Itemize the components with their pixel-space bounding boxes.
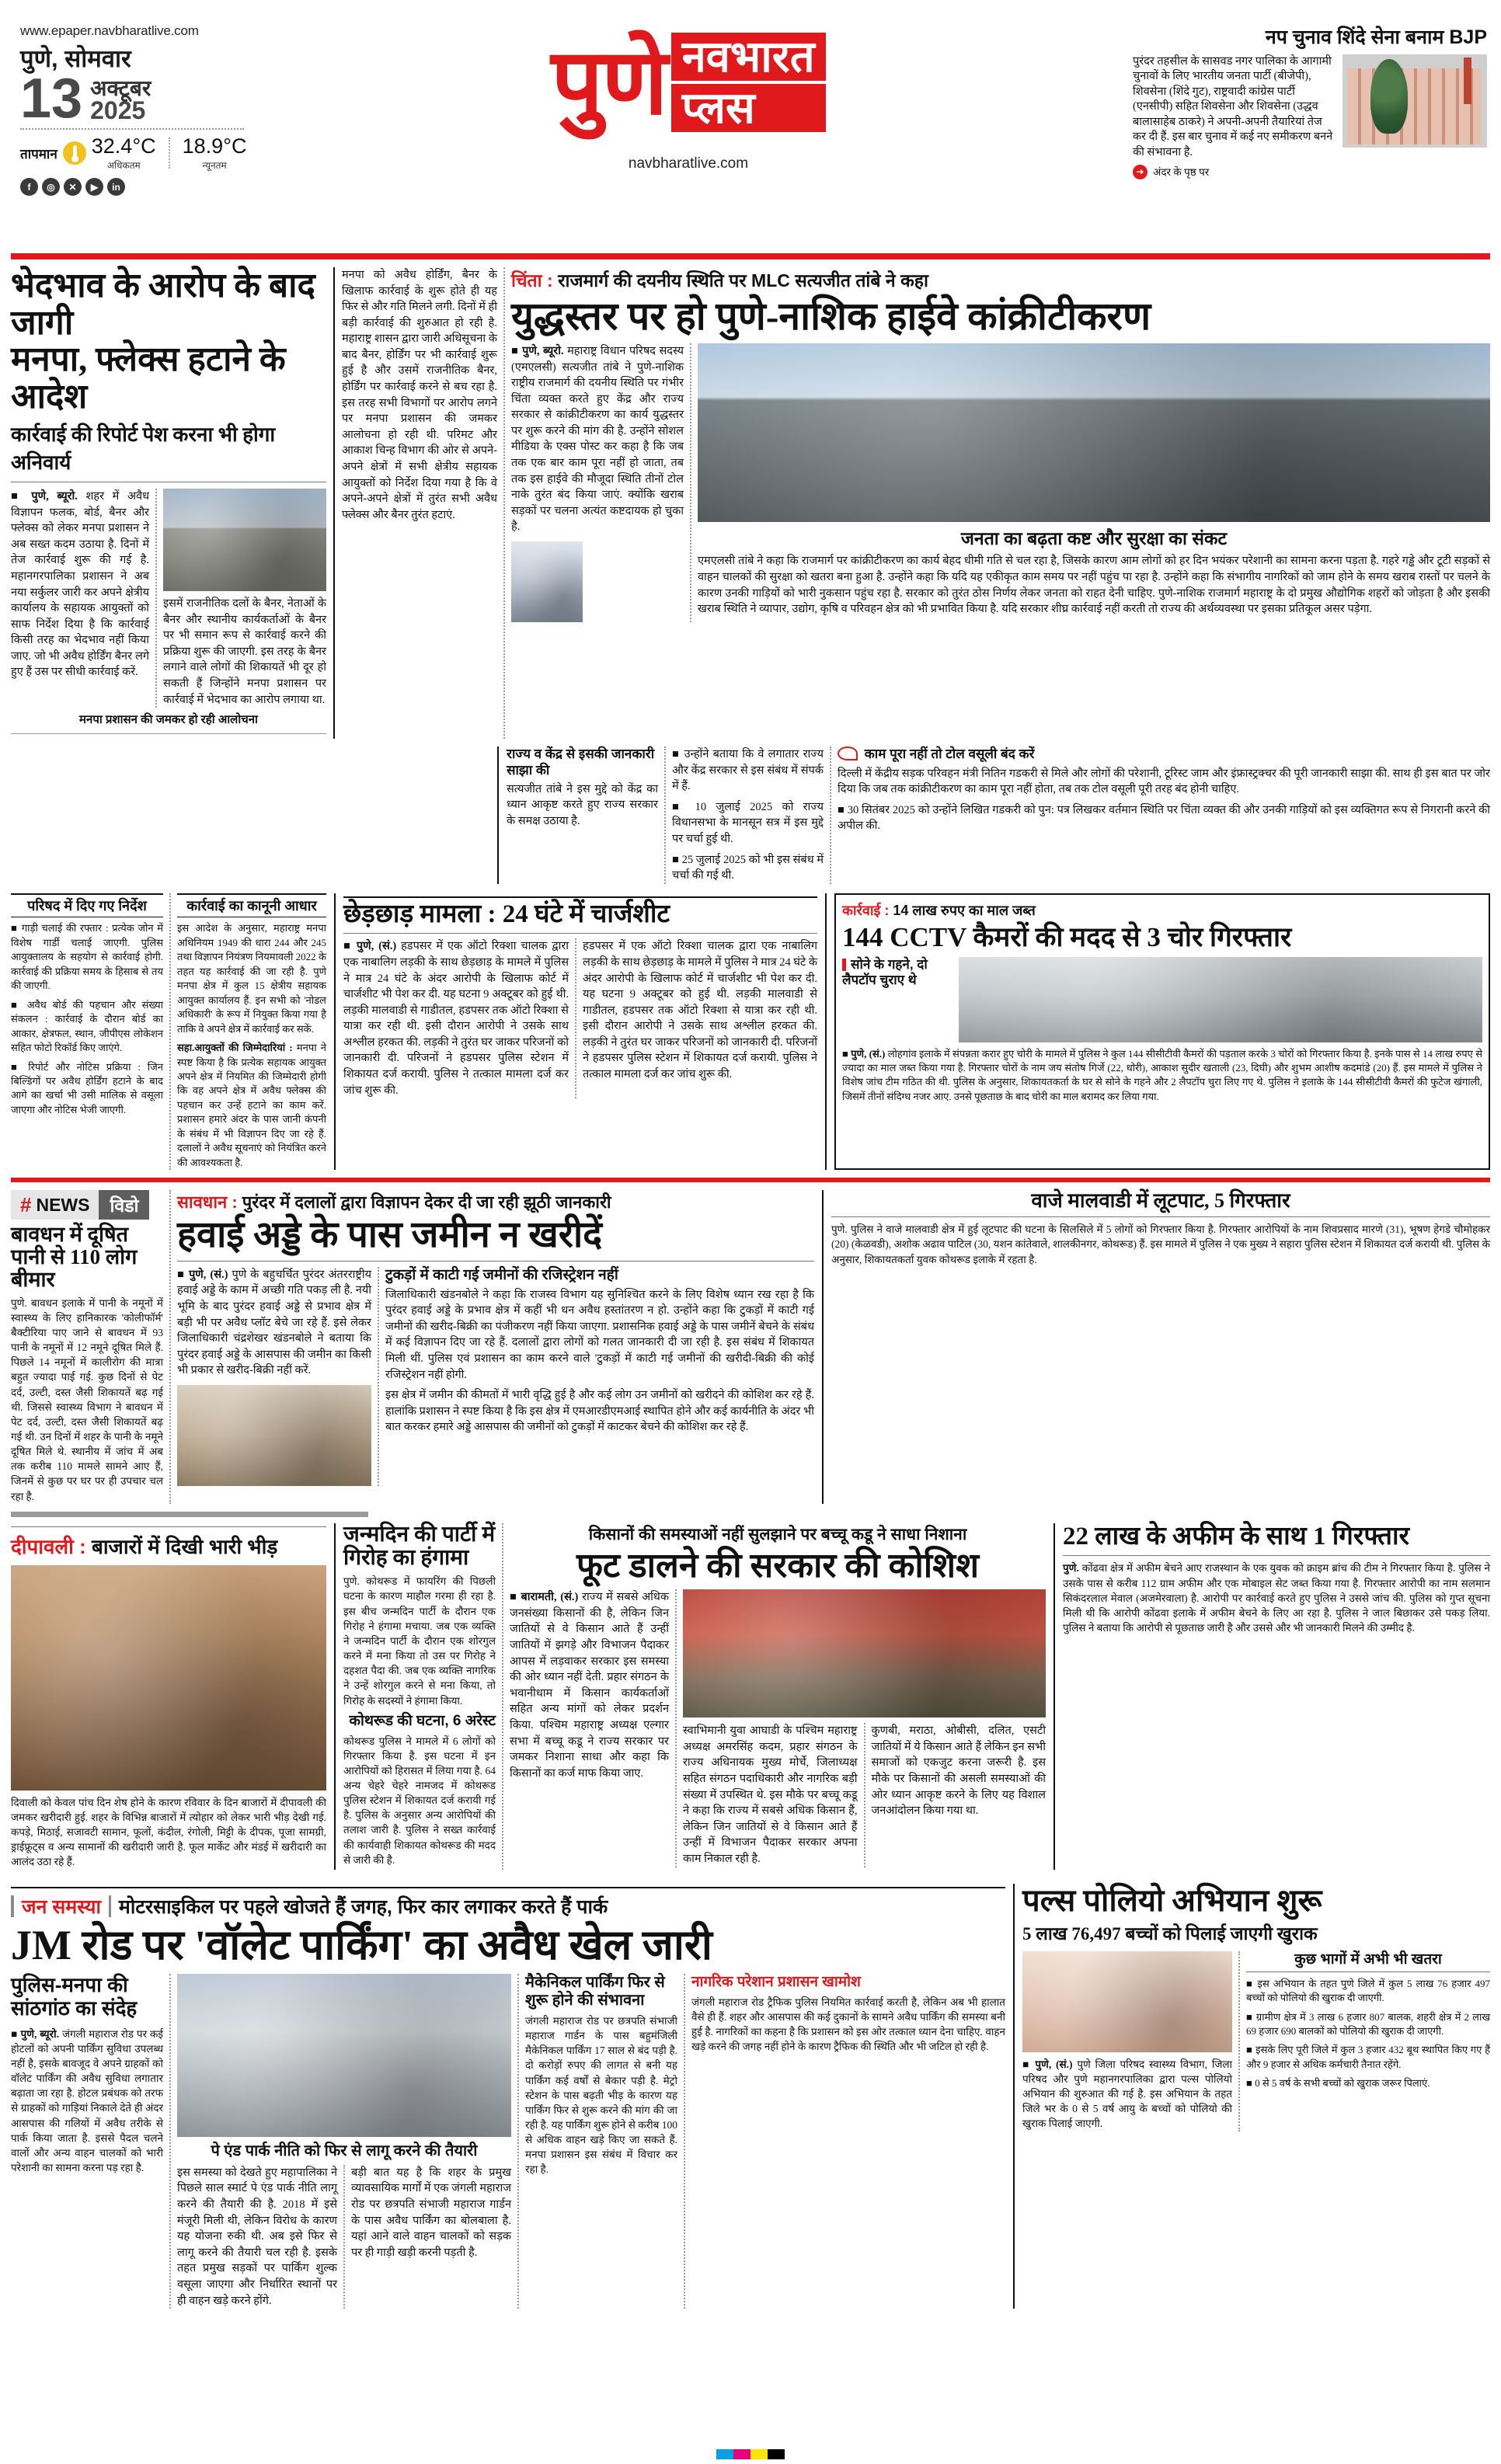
airport-kicker: सावधान : पुरंदर में दलालों द्वारा विज्ञापन देकर दी जा रही झूठी जानकारी [177,1192,611,1213]
news-video-tag[interactable] [11,1190,163,1220]
cctv-headline: 144 CCTV कैमरों की मदद से 3 चोर गिरफ्तार [842,921,1292,952]
kicker-red-label: चिंता : [511,270,553,291]
jmroad-kicker-red: जन समस्या [22,1895,101,1918]
afeem-body: पुणे. कोंढवा क्षेत्र में अफीम बेचने आए राजस्थान के एक युवक को क्राइम ब्रांच की टीम ने गिरफ्तार किया है. पुलिस ने उसके पास से करीब 112 ग्राम अफीम और एक मोबाइल सेट जब्त किया गया है. गिरफ्तार आरोपी का नाम सलमान सिकंदरलाल मेवाल (अजमेरवाला) है. आरोपी पर कार्रवाई करते हुए पुलिस ने उससे जांच की. पुलिस को गुप्त सूचना मिली थी कि आरोपी कोंढवा इलाके में अफीम बेचने के लिए आ रहा है. पुलिस ने जाल बिछाकर उसे पकड़ लिया. पुलिस ने बताया कि आरोपी से पूछताछ जारी है और उससे और भी जानकारी मिलने की उम्मीद है. [1063,1562,1491,1634]
polio-sub: 5 लाख 76,497 बच्चों को पिलाई जाएगी खुराक [1022,1923,1318,1944]
hash-icon: # [20,1192,32,1216]
kisan-kicker: किसानों की समस्याओं नहीं सुलझाने पर बच्चू कडू ने साधा निशाना [588,1525,967,1543]
birthday-body: पुणे. कोथरूड में फायरिंग की पिछली घटना के कारण माहौल गरमा ही रहा है. इस बीच जन्मदिन पार्टी के दौरान एक गिरोह ने हंगामा मचाया. जब एक व्यक्ति ने जन्मदिन पार्टी के दौरान एक शोरगुल करने में मना किया तो उस पर गिरोह ने दहशत पैदा की. जब एक व्यक्ति नागरिक ने उन्हें शोरगुल करने से मना किया, तो गिरोह के सदस्यों ने हंगामा किया. [343,1575,496,1707]
kisan-dateline: ■ बारामती, (सं.) [510,1591,579,1604]
lead-center-story [511,267,1490,739]
second-section [11,1190,1490,1504]
cctv-body: ■ पुणे, (सं.) लोहगांव इलाके में संपन्नता करार हुए चोरी के मामले में पुलिस ने कुल 144 सीसीटीवी कैमरों की पड़ताल करके 3 चोरों को गिरफ्तार किया है. इनके पास से 14 लाख रुपए से ज्यादा का माल जब्त किया गया है. गिरफ्तार चोरों के नाम जय संतोष गिर्जे (22, धोरी), आकाश सुदीर खताली (23, दिघी) और शुभम आशीष कदमांडे (20) हैं. इस मामले में पुलिस ने विशेष जांच टीम गठित की थी. पुलिस के अनुसार, शिकायतकर्ता के घर से सोने के गहने और 2 लैपटॉप चुरा लिए गए थे. पुलिस ने इलाके के 144 सीसीटीवी कैमरों की फुटेज खंगाली, जिसमें तीनों संदिग्ध नजर आए. उनसे पूछताछ के बाद चोरी का माल बरामद कर लिया गया. [842,1047,1482,1102]
toll-body: दिल्ली में केंद्रीय सड़क परिवहन मंत्री नितिन गडकरी से मिले और लोगों की परेशानी, टूरिस्ट जाम और इंफ्रास्ट्रक्चर की पूरी जानकारी साझा की. साथ ही इस बात पर जोर दिया कि जब तक कांक्रीटीकरण का काम पूरा नहीं होता, तब तक टोल वसूली पूरी तरह बंद होनी चाहिए. [838,767,1490,796]
cmyk-magenta [733,2449,750,2459]
news-tag: # NEWS [11,1190,99,1220]
kisan-body-2: स्वाभिमानी युवा आघाडी के पश्चिम महाराष्ट्र अध्यक्ष अमरसिंह कदम, प्रहार संगठन के राज्य अधिनायक मुख्य मोर्चे, जिलाध्यक्ष सहित संगठन पदाधिकारी और नागरिक बड़ी संख्या में उपस्थित थे. इस मौके पर बच्चू कडू ने कहा कि राज्य में सबसे अधिक किसान हैं, लेकिन जिन जातियों से वे किसान आते हैं उन्हीं में विभाजन पैदाकर सरकार अपना काम निकाल रही है. [683,1724,858,1865]
kisan-headline: फूट डालने की सरकार की कोशिश [576,1546,979,1585]
lead-center-body: ■ पुणे, ब्यूरो. महाराष्ट्र विधान परिषद सदस्य (एमएलसी) सत्यजीत तांबे ने पुणे-नाशिक राष्ट्रीय राजमार्ग की दयनीय स्थिति पर गंभीर चिंता व्यक्त करते हुए केंद्र और राज्य सरकार से कांक्रीटीकरण का कार्य युद्धस्तर पर शुरू करने की मांग की है. उन्होंने सोशल मीडिया के एक्स पोस्ट कर कहा है कि जब तक एक बार काम पूरा नहीं हो जाता, तब तक इस हाईवे की मौजूदा स्थिति तीनों टोल नाके तुरंत बंद किया जाएं. क्योंकि खराब सड़कों पर चलना अत्यंत कष्टदायक हो चुका है. [511,345,684,534]
mechanical-story [525,1974,677,2309]
lead-left-body-2: इसमें राजनीतिक दलों के बैनर, नेताओं के बैनर और स्थानीय कार्यकर्ताओं के बैनर पर भी समान रूप से कार्रवाई करने की प्रक्रिया शुरू की जाएगी. इस तरह के बैनर लगाने वाले लोगों की शिकायतें भी दूर हो सकती हैं जिन्होंने मनपा प्रशासन पर कार्रवाई में भेदभाव का आरोप लगाया था. [163,597,326,706]
top-section [11,267,1490,739]
afeem-headline: 22 लाख के अफीम के साथ 1 गिरफ्तार [1063,1522,1409,1550]
bottom-section [11,1884,1490,2309]
lead-left-body-1: ■ पुणे, ब्यूरो. शहर में अवैध विज्ञापन फलक, बोर्ड, बैनर और फ्लेक्स को लेकर मनपा प्रशासन ने अब सख्त कदम उठाया है. दिनों में तेज कार्रवाई शुरू की गई है. महानगरपालिका प्रशासन ने अब नया सर्कुलर जारी कर अपने क्षेत्रीय कार्यालय के सहायक आयुक्तों को साफ निर्देश दिया है कि कार्रवाई किसी तरह का भेदभाव नहीं किया जाए. जो भी अवैध होर्डिंग बैनर लगे हुए हैं उस पर सीधी कार्रवाई करें. [11,490,150,679]
masthead-logo [244,23,1133,172]
cmyk-registration-marks [716,2449,785,2459]
temp-min-label: न्यूनतम [202,160,227,172]
kicker-bar-icon [11,1895,14,1917]
arrow-right-icon: ➜ [1133,165,1148,179]
promo-text: पुरंदर तहसील के सासवड नगर पालिका के आगामी चुनावों के लिए भारतीय जनता पार्टी (बीजेपी), शिवसेना (शिंदे गुट), राष्ट्रवादी कांग्रेस पार्टी (एनसीपी) सहित शिवसेना और शिवसेना (उद्धव बालासाहेब ठाकरे) ने अपनी-अपनी तैयारियां तेज कर दी हैं. इस बार चुनाव में कई नए समीकरण बनने की संभावना है. [1133,55,1333,158]
polio-dateline: ■ पुणे, (सं.) [1022,2058,1073,2070]
promo-photo [1343,54,1487,148]
waje-story [831,1190,1490,1504]
chhedchhad-headline: छेड़छाड़ मामला : 24 घंटे में चार्जशीट [343,900,670,928]
date-year: 2025 [90,96,146,125]
promo-footer[interactable] [1133,165,1487,179]
jmroad-body: ■ पुणे, ब्यूरो. जंगली महाराज रोड पर कई होटलों को अपनी पार्किंग सुविधा उपलब्ध नहीं है, इसके बावजूद वे अपने ग्राहकों को वॉलेट पार्किंग की अवैध सुविधा लगातार बढ़ाता जा रहा है. होटल प्रबंधक को तरफ से ग्राहकों को गाड़ियां निकाले देते ही अंदर आसपास की गलियों में अवैध तरीके से पार्क किया जाता है. इससे पैदल चलने वालों और अन्य वाहन चालकों को भारी परेशानी का सामना करना पड़ रहा है. [11,2027,164,2174]
temp-min-value: 18.9°C [182,134,247,158]
lead-center-headline: युद्धस्तर पर हो पुणे-नाशिक हाईवे कांक्रीटीकरण [511,294,1151,338]
airport-body: ■ पुणे, (सं.) पुणे के बहुचर्चित पुरंदर अंतरराष्ट्रीय हवाई अड्डे के काम में अच्छी गति पकड़ ली है. नयी भूमि के बाद पुरंदर हवाई अड्डे से प्रभाव क्षेत्र में बड़ी भी पर अवैध प्लॉट बेचे जा रहे हैं. इसे लेकर जिलाधिकारी चंद्रशेखर खंडनबोले ने बताया कि पुरंदर हवाई अड्डे के आसपास की जमीन का किसी भी प्रकार से खरीद-बिक्री नहीं करें. [177,1268,372,1377]
thermometer-icon [63,141,86,165]
box-nirdesh [11,893,163,1170]
birthday-body-2: कोथरूड पुलिस ने मामले में 6 लोगों को गिरफ्तार किया है. इस घटना में इन आरोपियों को हिरासत में लिया गया है. 64 अन्य चेहरे चेहरे नामजद में कोथरूड पुलिस स्टेशन में शिकायत दर्ज करायी गई है. पुलिस के अनुसार अन्य आरोपियों की तलाश जारी है. पुलिस ने सख्त कार्रवाई की कार्यवाही शिकायत कोथरूड की मदद से जारी की है. [343,1735,496,1866]
jmroad-kicker [11,1893,1005,1919]
jmroad-sub: पुलिस-मनपा की सांठगांठ का संदेह [11,1972,138,2020]
jmroad-sub-title: पे एंड पार्क नीति को फिर से लागू करने की तैयारी [211,2142,478,2159]
box-nirdesh-item-3: ■ रिपोर्ट और नोटिस प्रक्रिया : जिन बिल्डिंगों पर अवैध होर्डिंग हटाने के बाद आगे का खर्चा भी उसी मालिक से वसूला जाएगा और नोटिस भेजी जाएगी. [11,1060,163,1115]
kisan-photo [683,1589,1046,1717]
collector-photo [177,1385,371,1486]
jmroad-body-3: इस समस्या को देखते हुए महापालिका ने पिछले साल स्मार्ट पे एंड पार्क नीति लागू करने की तैयारी की है. 2018 में इसे मंजूरी मिली थी, लेकिन विरोध के कारण यह योजना रुकी थी. अब इसे फिर से लागू करने की तैयारी चल रही है. इसके तहत प्रमुख सड़कों पर पार्किंग शुल्क वसूला जाएगा और निर्धारित स्थानों पर ही वाहन खड़े करने होंगे. [177,2166,337,2307]
mlc-portrait-photo [511,541,583,622]
speech-bubble-icon [838,747,858,760]
bavdhan-headline: बावधन में दूषित पानी से 110 लोग बीमार [11,1223,138,1292]
deepawali-caption: दिवाली को केवल पांच दिन शेष होने के कारण रविवार के दिन बाजारों में दीपावली की जमकर खरीदारी हुई. शहर के विभिन्न बाजारों में त्योहार को लेकर भारी भीड़ देखी गई. कपड़े, मिठाई, सजावटी सामान, फूलों, कंदील, रंगोली, मिट्टी के दीपक, पूजा सामग्री, ड्राईफ्रूट्स व अन्य सामानों की खरीदारी जारी है. फूल मार्केट और मंडई में खरीदारी का आलंद उठा रहे हैं. [11,1796,326,1868]
afeem-dateline: पुणे. [1063,1562,1079,1575]
temp-divider [169,137,170,169]
kisan-body-3: कुणबी, मराठा, ओबीसी, दलित, एसटी जातियों में ये किसान आते हैं लेकिन इन सभी समाजों को एकजुट करना जरूरी है. इस मौके पर किसानों की असली समस्याओं की ओर ध्यान आकृष्ट करने के लिए यह विशाल जनआंदोलन किया गया था. [871,1724,1046,1818]
birthday-headline: जन्मदिन की पार्टी में गिरोह का हंगामा [343,1522,496,1571]
cmyk-cyan [716,2449,733,2459]
website-url[interactable]: navbharatlive.com [628,155,749,172]
kisan-story [510,1523,1046,1870]
date-month: अक्टूबर [90,75,151,100]
bullet-2: ■ 10 जुलाई 2025 को राज्य विधानसभा के मानसून सत्र में इस मुद्दे पर चर्चा हुई थी. [672,800,824,845]
masthead-left [11,23,247,196]
cctv-kicker: कार्रवाई : 14 लाख रुपए का माल जब्त [842,902,1036,918]
gray-band-divider [11,1512,368,1517]
chhedchhad-story [343,893,817,1170]
date-day: 13 [20,68,83,130]
cmyk-black [768,2449,785,2459]
birthday-mid-title: कोथरूड की घटना, 6 अरेस्ट [349,1712,496,1729]
waje-headline: वाजे मालवाडी में लूटपाट, 5 गिरफ्तार [1031,1189,1290,1213]
third-section [11,1523,1490,1870]
cctv-sub: सोने के गहने, दो लैपटॉप चुराए थे [842,956,928,987]
social-links[interactable] [20,178,244,196]
deepawali-kicker: दीपावली : बाजारों में दिखी भारी भीड़ [11,1534,278,1558]
top-red-rule [11,253,1490,259]
polio-box-item-1: ■ इस अभियान के तहत पुणे जिले में कुल 5 लाख 76 हजार 497 बच्चों को पोलियो की खुराक दी जाएगी. [1246,1977,1490,2004]
mid-red-rule [11,1178,1490,1182]
nagarik-title: नागरिक परेशान प्रशासन खामोश [691,1973,861,1990]
lead-center-dateline: ■ पुणे, ब्यूरो. [511,345,564,357]
temperature-label: तापमान [20,146,57,162]
polio-box-title: कुछ भागों में अभी भी खतरा [1246,1951,1490,1972]
polio-box-item-2: ■ ग्रामीण क्षेत्र में 3 लाख 6 हजार 807 बालक, शहरी क्षेत्र में 2 लाख 69 हजार 690 बालकों को पोलियो की खुराक दी जाएगी. [1246,2010,1490,2037]
lead-center-right-body: एमएलसी तांबे ने कहा कि राजमार्ग पर कांक्रीटीकरण का कार्य बेहद धीमी गति से चल रहा है, जिसके कारण आम लोगों को हर दिन भयंकर परेशानी का सामना करना पड़ता है. गहरे गड्ढे और टूटी सड़कों से वाहन चालकों की सुरक्षा को खतरा बना हुआ है. उन्होंने कहा कि यदि यह एकीकृत काम समय पर नहीं पहुंच पा रहा है. उन्होंने कहा कि संभागीय नागरिकों को जाम होने के समय खराब रास्तों पर चलने के कारण उनकी गाड़ियों को भारी नुकसान पहुंच रहा है. सरकार को तुरंत ठोस निर्णय लेकर जनता को राहत देनी चाहिए. पुणे-नाशिक राजमार्ग महाराष्ट्र के दो प्रमुख औद्योगिक शहरों को जोड़ता है और इसकी खराब स्थिति ने व्यापार, उद्योग, कृषि व परिवहन क्षेत्र को भी प्रभावित किया है. यदि सरकार शीघ्र कार्रवाई नहीं करती तो राज्य की अर्थव्यवस्था पर इसका प्रतिकूल असर पड़ेगा. [698,555,1490,616]
toll-bullet: ■ 30 सितंबर 2025 को उन्होंने लिखित गडकरी को पुन: पत्र लिखकर वर्तमान स्थिति पर चिंता व्यक्त की और उनकी गाड़ियों को इस व्यक्तिगत रूप से निगरानी करने की अपील की. [838,803,1490,833]
airport-dateline: ■ पुणे, (सं.) [177,1268,228,1281]
red-bullet-icon [842,959,846,971]
cctv-photo [959,957,1482,1042]
kisan-body: ■ बारामती, (सं.) राज्य में सबसे अधिक जनसंख्या किसानों की है, लेकिन जिन जातियों से वे किसान आते हैं उन्हीं जातियों में झगड़े और विभाजन पैदाकर आपस में लड़वाकर सरकार इस समस्या की ओर ध्यान नहीं देती. प्रहार संगठन के भवानीधाम में किसान कार्यकर्ताओं सहित अन्य मांगों को लेकर प्रदर्शन किया. पश्चिम महाराष्ट्र अध्यक्ष एल्गार सभा में बच्चू कडू ने राज्य सरकार पर जमकर निशाना साधा और कहा कि किसानों का कर्ज माफ किया जाए. [510,1591,669,1780]
chhedchhad-body: ■ पुणे, (सं.) हडपसर में एक ऑटो रिक्शा चालक द्वारा एक नाबालिग लड़की के साथ छेड़छाड़ के मामले में पुलिस ने मात्र 24 घंटे के अंदर आरोपी के खिलाफ कोर्ट में चार्जशीट भी पेश कर दी. यह घटना 9 अक्टूबर को हुई थी. लड़की मालवाडी से गाडीतल, हडपसर तक ऑटो रिक्शा से यात्रा कर रही थी. इसी दौरान आरोपी ने उसके साथ अश्लील हरकत की. लड़की ने तुरंत घर जाकर परिजनों को जानकारी दी. परिजनों ने हडपसर पुलिस स्टेशन में शिकायत दर्ज करायी. पुलिस ने तत्काल मामला दर्ज कर जांच शुरू की. [343,940,569,1097]
box-nirdesh-title: परिषद में दिए गए निर्देश [11,893,163,918]
promo-footer-label: अंदर के पृष्ठ पर [1153,166,1210,179]
polio-photo [1022,1951,1232,2052]
polio-box-item-4: ■ 0 से 5 वर्ष के सभी बच्चों को खुराक जरूर पिलाएं. [1246,2077,1430,2090]
instagram-icon[interactable]: ◎ [42,178,60,196]
box-kanooni [177,893,326,1170]
toll-title: काम पूरा नहीं तो टोल वसूली बंद करें [838,747,1490,762]
airport-sub-body: जिलाधिकारी खंडनबोले ने कहा कि राजस्व विभाग यह सुनिश्चित करने के लिए विशेष ध्यान रख रहा है कि पुरंदर हवाई अड्डे के प्रभाव क्षेत्र में कहीं भी धन अवैध हस्तांतरण न हो. उन्होंने कहा कि टुकड़ों में काटी गई जमीनों की खरीद-बिक्री का पंजीकरण नहीं किया जाएगा. प्रशासनिक हवाई अड्डे के पास जमीनें बेचने के संबंध में कई विज्ञापन दिए जा रहे हैं. दलालों द्वारा लोगों को गलत जानकारी दी जा रही है. इस संबंध में शिकायत मिली थीं. पुलिस एवं प्रशासन का काम करने वाले 'टुकड़ों में काटी गई जमीनों की खरीदी-बिक्री की कोई रजिस्ट्रेशन नहीं होगी. [385,1288,814,1381]
masthead [11,0,1490,249]
chhedchhad-body-cont: हडपसर में एक ऑटो रिक्शा चालक द्वारा एक नाबालिग लड़की के साथ छेड़छाड़ के मामले में पुलिस ने मात्र 24 घंटे के अंदर आरोपी के खिलाफ कोर्ट में चार्जशीट भी पेश कर दी. यह घटना 9 अक्टूबर को हुई थी. लड़की मालवाडी से गाडीतल, हडपसर तक ऑटो रिक्शा से यात्रा कर रही थी. इसी दौरान आरोपी ने उसके साथ अश्लील हरकत की. लड़की ने तुरंत घर जाकर परिजनों को जानकारी दी. परिजनों ने हडपसर पुलिस स्टेशन में शिकायत दर्ज करायी. पुलिस ने तत्काल मामला दर्ज कर जांच शुरू की. [583,940,817,1081]
jmroad-photo [177,1974,511,2137]
lead-left-headline-2: मनपा, फ्लेक्स हटाने के आदेश [11,340,286,416]
waje-body: पुणे. पुलिस ने वाजे मालवाडी क्षेत्र में हुई लूटपाट की घटना के सिलसिले में 5 लोगों को गिरफ्तार किया है. गिरफ्तार आरोपियों के नाम शिवप्रसाद मारणे (31), भूषण हेगडे चौमोहकर (20) (केळवडी), अशोक अढाव पाटिल (30, यशन कांतेवाले, शालकीनगर, कोथरूड) हैं. इस मामले में पुलिस ने एक मुख्य ने सहारा पुलिस स्टेशन में शिकायत दर्ज करायी थी. पुलिस के अनुसार, शिकायतकर्ता युवक कोथरूड इलाके में रहता है. [831,1223,1490,1265]
logo-wrap [551,33,825,132]
epaper-url[interactable]: www.epaper.navbharatlive.com [20,23,199,38]
box-nirdesh-item-2: ■ अवैध बोर्ड की पहचान और संख्या संकलन : कार्रवाई के दौरान बोर्ड का आकार, क्षेत्रफल, स्थान, जीपीएस लोकेशन सहित फोटो रिकॉर्ड किए जाएंगे. [11,998,163,1054]
temperature-row [20,134,247,172]
airport-sub-body-2: इस क्षेत्र में जमीन की कीमतों में भारी वृद्धि हुई है और कई लोग उन जमीनों को खरीदने की कोशिश कर रहे हैं. हालांकि प्रशासन ने स्पष्ट किया है कि इस क्षेत्र में एमआरडीएमआई स्थापित होने और कई कार्यनीति के अंदर भी बात करकर हमारे अड्डे आसपास की जमीनों को टुकड़ों में काटकर बेचने की कोशिश कर रहे हैं. [385,1389,814,1434]
box-sahayak-body: सहा.आयुक्तों की जिम्मेदारियां : मनपा ने स्पष्ट किया है कि प्रत्येक सहायक आयुक्त अपने क्षेत्र में नियमित की जिम्मेदारी होगी कि वह अपने क्षेत्र में अवैध फ्लेक्स की पहचान कर उन्हें हटाने का काम करें. प्रशासन हमारे अंदर के पास जानी कंपनी के संबंध में भी विज्ञापन दिए जा रहे हैं. दलालों ने अवैध सूचनाएं को नियंत्रित करने की आवश्यकता है. [177,1042,326,1168]
logo-navbharat: नवभारत [671,33,826,81]
x-twitter-icon[interactable]: ✕ [64,178,82,196]
lead-left-mid-body: मनपा को अवैध होर्डिंग, बैनर के खिलाफ कार्रवाई के शुरू होते ही यह फिर से और गति मिलने लगी. दिनों में ही बड़ी कार्रवाई की शुरुआत हो रही है. महाराष्ट्र शासन द्वारा जारी अधिसूचना के बाद बैनर, होर्डिंग पर भी कार्रवाई शुरू हुई है और उसमें राजनीतिक बैनर, होर्डिंग पर कार्रवाई करने से बच रहा है. इस तरह सभी विभागों पर आरोप लगने पर मनपा प्रशासन की जमकर आलोचना हो रही थी. परिमट और आकाश चिन्ह विभाग की ओर से अपने-अपने क्षेत्रों में सभी क्षेत्रीय सहायक आयुक्तों को निर्देश दिया गया है कि वे अपने-अपने क्षेत्रों में तुरंत सभी अवैध फ्लेक्स और बैनर तुरंत हटाएं. [342,269,497,521]
jmroad-headline: JM रोड पर 'वॉलेट पार्किंग' का अवैध खेल जारी [11,1921,712,1968]
logo-pune: पुणे [551,31,667,134]
jmroad-body-4: बड़ी बात यह है कि शहर के प्रमुख व्यावसायिक मार्गों में एक जंगली महाराज रोड पर छत्रपति संभाजी महाराज गार्डन के पास अवैध पार्किंग का बोलबाला है. यहां आने वाले वाहन चालकों को सड़क पर ही गाड़ी खड़ी करनी पड़ती है. [351,2166,511,2259]
cctv-dateline: ■ पुणे, (सं.) [842,1047,886,1060]
linkedin-icon[interactable]: in [107,178,125,196]
cmyk-yellow [750,2449,768,2459]
lead-left-dateline: ■ पुणे, ब्यूरो. [11,490,78,503]
lead-left-photo [163,489,326,591]
deepawali-story [11,1523,326,1870]
kicker-bar-icon-2 [109,1895,111,1917]
bavdhan-body: पुणे. बावधन इलाके में पानी के नमूनों में स्वास्थ्य के लिए हानिकारक 'कोलीफॉर्म' बैक्टीरिया पाए जाने से बावधन में 93 पानी के नमूनों में 12 नमूने दूषित मिले हैं. पिछले 14 नमूनों में कालीरोग की मात्रा बहुत ज्यादा पाई गई. कुछ दिनों से पेट दर्द, उल्टी, दस्त जैसी शिकायतें बढ़ गई थी. जिससे स्वास्थ्य विभाग ने बावधन में पेट दर्द, उल्टी, दस्त जैसी शिकायतें बढ़ गई थी. उन दिनों में शहर के पानी के नमूने दूषित मिले थे. स्थानीय में जांच में अब तक करीब 110 मामले सामने आए हैं, जिनमें से कुछ पर घर पर ही उपचार चल रहा है. [11,1296,163,1502]
date-block [20,68,244,130]
box-sahayak-title: सहा.आयुक्तों की जिम्मेदारियां : [177,1042,293,1054]
tambe-sub-block [507,747,1490,884]
promo-box[interactable] [1133,23,1490,179]
left-boxes [11,893,326,1170]
bavdhan-story [11,1190,163,1504]
video-tag[interactable]: विडो [99,1190,149,1220]
afeem-story [1063,1523,1490,1870]
lead-center-kicker: चिंता : राजमार्ग की दयनीय स्थिति पर MLC सत्यजीत तांबे ने कहा [511,270,928,291]
polio-story [1022,1884,1490,2309]
promo-title: नप चुनाव शिंदे सेना बनाम BJP [1265,26,1487,48]
airport-headline: हवाई अड्डे के पास जमीन न खरीदें [177,1215,603,1256]
jmroad-dateline: ■ पुणे, ब्यूरो. [11,2027,60,2040]
nagarik-story [691,1974,1005,2309]
lead-left-mid-column [342,267,497,739]
box-kanooni-body: इस आदेश के अनुसार, महाराष्ट्र मनपा अधिनियम 1949 की धारा 244 और 245 तथा विज्ञापन नियंत्रण नियमावली 2022 के तहत यह कार्रवाई की जा रही है. पुणे मनपा क्षेत्र में कुल 15 क्षेत्रीय सहायक आयुक्त कार्यालय हैं. इन सभी को 'नोडल अधिकारी' के रूप में नियुक्त किया गया है ताकि वे अपने क्षेत्र में कार्रवाई कर सकें. [177,922,326,1035]
box-nirdesh-item-1: ■ गाड़ी चलाई की रफ्तार : प्रत्येक जोन में विशेष गार्डी चलाई जाएगी. पुलिस आयुक्तालय के सहयोग से कार्रवाई होगी. कार्रवाई की प्रक्रिया समय के हिसाब से तय की जाएगी. [11,922,163,992]
lead-left-subhead: कार्रवाई की रिपोर्ट पेश करना भी होगा अनिवार्य [11,423,276,475]
city-weekday: पुणे, सोमवार [20,45,131,72]
bullet-3: ■ 25 जुलाई 2025 को भी इस संबंध में चर्चा की गई थी. [672,853,824,882]
mechanical-body: जंगली महाराज रोड पर छत्रपति संभाजी महाराज गार्डन के पास बहुमंजिली मैकेनिकल पार्किंग 17 साल से बंद पड़ी है. दो करोड़ों रुपए की लागत से बनी यह पार्किंग कई वर्षों से बेकार पड़ी है. मेट्रो स्टेशन के पास बढ़ती भीड़ के कारण यह पार्किंग फिर से शुरू करने की मांग की जा रही है. यह पार्किंग शुरू होने से करीब 100 से अधिक वाहन खड़े किए जा सकते हैं. मनपा प्रशासन इस संबंध में विचार कर रहा है. [525,2014,677,2176]
highway-photo [698,343,1490,522]
boxes-row [11,893,1490,1170]
polio-body: ■ पुणे, (सं.) पुणे जिला परिषद स्वास्थ्य विभाग, जिला परिषद और पुणे महानगरपालिका द्वारा पल्स पोलियो अभियान की शुरुआत की गई है. इस अभियान के तहत जिले भर के 0 से 5 वर्ष आयु के बच्चों को पोलियो की खुराक पिलाई जाएगी. [1022,2058,1233,2130]
polio-box-item-3: ■ इसके लिए पूरी जिले में कुल 3 हजार 432 बूथ स्थापित किए गए हैं और 9 हजार से अधिक कर्मचारी तैनात रहेंगे. [1246,2044,1490,2070]
box-kanooni-title: कार्रवाई का कानूनी आधार [177,893,326,918]
logo-plus: प्लस [671,84,826,132]
temp-max-value: 32.4°C [91,134,156,158]
lead-center-subhead: जनता का बढ़ता कष्ट और सुरक्षा का संकट [960,528,1228,548]
logo-navbharat-plus [671,33,826,132]
jmroad-story [11,1884,1005,2309]
polio-headline: पल्स पोलियो अभियान शुरू [1022,1882,1322,1918]
nagarik-body: जंगली महाराज रोड ट्रैफिक पुलिस नियमित कार्रवाई करती है, लेकिन अब भी हालात वैसे ही हैं. शहर और आसपास की कई दुकानों के सामने अवैध पार्किंग की समस्या बनी हुई है. नागरिकों का कहना है कि प्रशासन को इस ओर तत्काल ध्यान देना चाहिए. वाहन खड़े करने की जगह नहीं होने के कारण ट्रैफिक की स्थिति और भी जटिल हो रही है. [691,1996,1005,2053]
center-sub-row [11,747,1490,884]
cctv-story [834,893,1490,1170]
bullet-1: ■ उन्होंने बताया कि वे लगातार राज्य और केंद्र सरकार से इस संबंध में संपर्क में हैं. [672,748,824,793]
airport-sub-title: टुकड़ों में काटी गई जमीनों की रजिस्ट्रेशन नहीं [385,1266,618,1283]
share-info-title: राज्य व केंद्र से इसकी जानकारी साझा की [507,747,655,778]
lead-left-story [11,267,326,739]
deepawali-photo [11,1565,326,1791]
lead-left-photo-caption: मनपा प्रशासन की जमकर हो रही आलोचना [79,713,258,727]
youtube-icon[interactable]: ▶ [85,178,103,196]
jmroad-kicker-rest: मोटरसाइकिल पर पहले खोजते हैं जगह, फिर कार लगाकर करते हैं पार्क [118,1895,608,1918]
temp-max-label: अधिकतम [106,160,141,172]
airport-story [177,1190,814,1504]
chhedchhad-dateline: ■ पुणे, (सं.) [343,940,397,953]
mechanical-title: मैकेनिकल पार्किंग फिर से शुरू होने की संभावना [525,1973,665,2009]
birthday-story [343,1523,496,1870]
share-info-body: सत्यजीत तांबे ने इस मुद्दे को केंद्र का ध्यान आकृष्ट करते हुए राज्य सरकार के समक्ष उठाया है. [507,782,658,828]
lead-left-headline-1: भेदभाव के आरोप के बाद जागी [11,266,315,342]
facebook-icon[interactable]: f [20,178,38,196]
